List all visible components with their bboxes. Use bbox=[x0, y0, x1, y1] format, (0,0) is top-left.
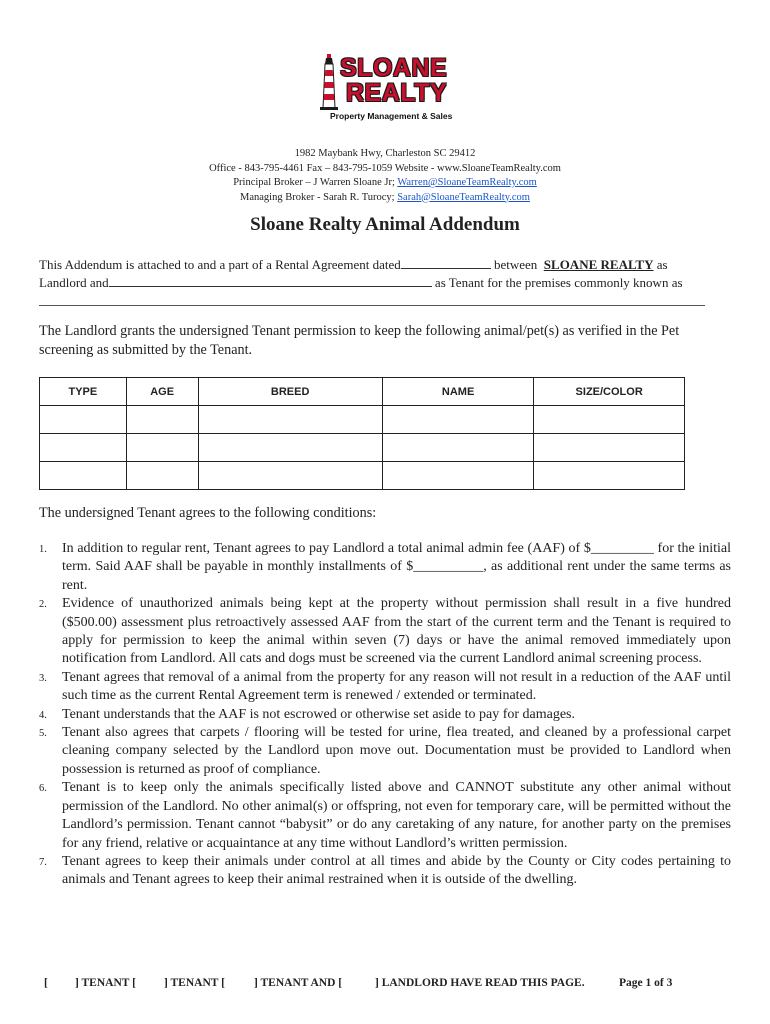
condition-text: Tenant agrees that removal of a animal from the property for any reason will not result in a reduction of the AAF until such time as the current Rental Agreement term is renewed / extended or terminated. bbox=[62, 669, 731, 704]
header-contact: Office - 843-795-4461 Fax – 843-795-1059 Website - www.SloaneTeamRealty.com bbox=[209, 162, 561, 174]
table-cell[interactable] bbox=[198, 406, 382, 434]
condition-text: Evidence of unauthorized animals being kept at the property without permission shall result in a five hundred ($500.00) assessment plus retroactively assessed AAF from the start of the current term and the Tenant is required to apply for permission to keep the animal within seven (7) days or have the animal removed immediately upon notification from Landlord. All cats and dogs must be screened via the current Landlord animal screening process. bbox=[62, 596, 731, 667]
logo-sloane-text: SLOANE bbox=[340, 54, 448, 82]
table-cell[interactable] bbox=[40, 434, 127, 462]
condition-text: Tenant agrees to keep their animals under control at all times and abide by the County or City codes pertaining to animals and Tenant agrees to keep their animal restrained when it is outside of the dwelling. bbox=[62, 853, 731, 888]
tenant-initials-2[interactable]: ] TENANT [ bbox=[164, 977, 225, 989]
permission-paragraph: The Landlord grants the undersigned Tenant permission to keep the following animal/pet(s) as verified in the Pet screening as submitted by the Tenant. bbox=[39, 323, 680, 358]
tenant-name-blank[interactable] bbox=[109, 274, 432, 287]
table-cell[interactable] bbox=[534, 462, 685, 490]
managing-broker-label: Managing Broker - Sarah R. Turocy; bbox=[240, 191, 398, 203]
condition-number: 5. bbox=[39, 728, 47, 740]
table-row bbox=[40, 434, 685, 462]
header-principal-broker bbox=[0, 176, 770, 191]
header-address: 1982 Maybank Hwy, Charleston SC 29412 bbox=[294, 148, 476, 159]
condition-item bbox=[39, 540, 731, 595]
condition-number: 7. bbox=[39, 856, 47, 868]
intro-text-2: between bbox=[490, 257, 544, 272]
table-cell[interactable] bbox=[382, 462, 533, 490]
landlord-initials[interactable]: ] LANDLORD HAVE READ THIS PAGE. bbox=[375, 977, 585, 989]
table-cell[interactable] bbox=[198, 434, 382, 462]
header-managing-broker bbox=[0, 191, 770, 206]
table-cell[interactable] bbox=[382, 406, 533, 434]
intro-text-4: Landlord and bbox=[39, 275, 109, 290]
pet-table bbox=[39, 377, 685, 490]
condition-text: Tenant is to keep only the animals specifically listed above and CANNOT substitute any other animal without permission of the Landlord. No other animal(s) or offspring, not even for temporary care, will be permitted without the Landlord’s permission. Tenant cannot “babysit” or do any caretaking of any nature, for another party on the premises for any friend, relative or acquaintance at any time without Landlord’s written permission. bbox=[62, 780, 731, 851]
agreement-date-blank[interactable] bbox=[401, 256, 491, 269]
company-logo bbox=[318, 52, 458, 127]
condition-number: 4. bbox=[39, 709, 47, 721]
pet-table-header-row bbox=[40, 378, 685, 406]
table-cell[interactable] bbox=[534, 406, 685, 434]
conditions-intro: The undersigned Tenant agrees to the following conditions: bbox=[39, 505, 377, 521]
condition-item bbox=[39, 706, 731, 724]
condition-number: 1. bbox=[39, 544, 47, 555]
managing-broker-email-link[interactable]: Sarah@SloaneTeamRealty.com bbox=[397, 191, 530, 203]
table-row bbox=[40, 406, 685, 434]
lighthouse-icon bbox=[318, 52, 340, 110]
initials-bracket-open[interactable]: [ bbox=[44, 977, 48, 989]
condition-number: 6. bbox=[39, 783, 47, 795]
condition-item bbox=[39, 669, 731, 706]
principal-broker-email-link[interactable]: Warren@SloaneTeamRealty.com bbox=[397, 177, 537, 188]
condition-item bbox=[39, 779, 731, 853]
column-header-age: AGE bbox=[126, 378, 198, 406]
intro-text-3: as bbox=[653, 257, 668, 272]
column-header-breed: BREED bbox=[198, 378, 382, 406]
premises-address-blank[interactable] bbox=[39, 305, 705, 306]
condition-number: 2. bbox=[39, 599, 47, 611]
column-header-name: NAME bbox=[382, 378, 533, 406]
table-cell[interactable] bbox=[126, 406, 198, 434]
condition-text: Tenant understands that the AAF is not escrowed or otherwise set aside to pay for damages. bbox=[62, 706, 576, 722]
company-name: SLOANE REALTY bbox=[543, 257, 654, 272]
table-cell[interactable] bbox=[534, 434, 685, 462]
condition-item bbox=[39, 853, 731, 890]
table-cell[interactable] bbox=[40, 406, 127, 434]
condition-text: In addition to regular rent, Tenant agrees to pay Landlord a total animal admin fee (AAF) of $_________ for the initial term. Said AAF shall be payable in monthly installments of $__________, as additional rent under the same terms as rent. bbox=[62, 541, 731, 593]
table-cell[interactable] bbox=[40, 462, 127, 490]
intro-paragraph bbox=[39, 256, 707, 292]
table-row bbox=[40, 462, 685, 490]
principal-broker-label: Principal Broker – J Warren Sloane Jr; bbox=[233, 177, 398, 188]
table-cell[interactable] bbox=[126, 462, 198, 490]
conditions-list bbox=[39, 540, 731, 890]
page-number: Page 1 of 3 bbox=[619, 977, 673, 989]
tenant-initials-1[interactable]: ] TENANT [ bbox=[75, 977, 136, 989]
tenant-initials-3[interactable]: ] TENANT AND [ bbox=[254, 977, 343, 989]
condition-text: Tenant also agrees that carpets / flooring will be tested for urine, flea treated, and cleaned by a professional carpet cleaning company selected by the Landlord upon move out. Documentation must be provided to Landlord when possession is returned as proof of compliance. bbox=[62, 725, 731, 777]
table-cell[interactable] bbox=[126, 434, 198, 462]
column-header-size-color: SIZE/COLOR bbox=[534, 378, 685, 406]
column-header-type: TYPE bbox=[40, 378, 127, 406]
condition-item bbox=[39, 724, 731, 779]
logo-realty-text: REALTY bbox=[346, 79, 448, 107]
condition-number: 3. bbox=[39, 672, 47, 684]
table-cell[interactable] bbox=[382, 434, 533, 462]
logo-tagline: Property Management & Sales bbox=[330, 111, 453, 121]
intro-line-2 bbox=[39, 274, 707, 292]
intro-text-5: as Tenant for the premises commonly known as bbox=[431, 275, 683, 290]
header-address-block bbox=[0, 147, 770, 205]
table-cell[interactable] bbox=[198, 462, 382, 490]
intro-line-1 bbox=[39, 256, 707, 274]
document-title: Sloane Realty Animal Addendum bbox=[250, 214, 520, 235]
intro-text-1: This Addendum is attached to and a part of a Rental Agreement dated bbox=[39, 257, 401, 272]
condition-item bbox=[39, 595, 731, 669]
